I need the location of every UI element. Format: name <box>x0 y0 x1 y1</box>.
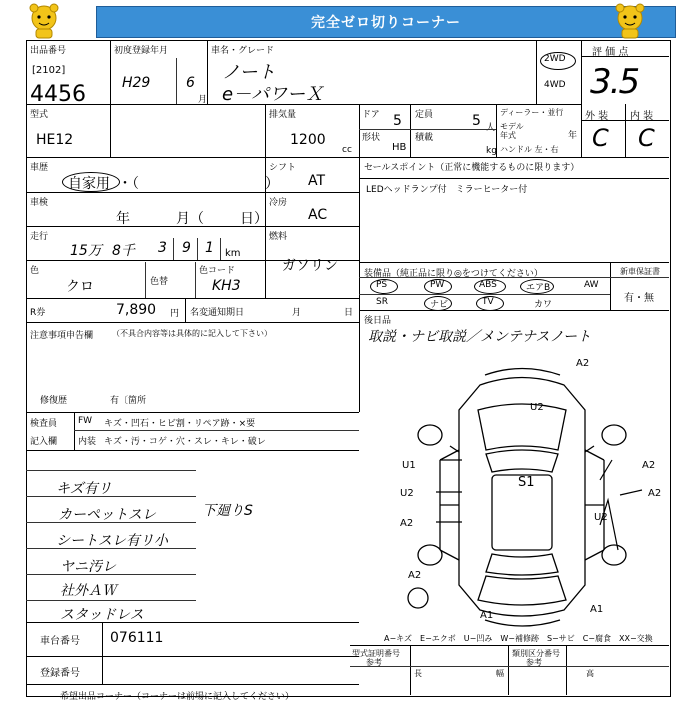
caution-label: 注意事項申告欄 <box>30 331 94 341</box>
car-grade: e－パワーＸ <box>222 84 324 105</box>
int-label: 内 装 <box>630 111 654 122</box>
fuel-label: 燃料 <box>269 232 288 242</box>
inspection-month: 月（ <box>176 211 204 227</box>
shape-value: HB <box>392 142 407 153</box>
width-label: 幅 <box>496 669 504 678</box>
load-label: 積載 <box>415 133 434 143</box>
damage-mark-7: A2 <box>642 460 656 471</box>
equip-leather: カワ <box>534 300 553 310</box>
displacement-value: 1200 <box>290 132 326 148</box>
corner-banner: 完全ゼロ切りコーナー <box>96 6 676 38</box>
equip-aw: AW <box>584 280 599 290</box>
color-code: KH3 <box>212 278 241 294</box>
equip-sr: SR <box>376 297 388 307</box>
remark-3: シートスレ有リ小 <box>56 533 168 549</box>
chassis-value: 076111 <box>110 630 164 646</box>
score-value: 3.5 <box>590 62 639 102</box>
lot-label: 出品番号 <box>30 46 67 56</box>
notice-month: 月 <box>292 308 302 318</box>
notice-day: 日 <box>344 308 354 318</box>
seller-corner: 希望出品コーナー（コーナーは前場に記入してください） <box>60 692 295 702</box>
caution-note: （不具合内容等は具体的に記入して下さい） <box>112 329 272 338</box>
warranty-value: 有・無 <box>624 293 654 304</box>
doors-value: 5 <box>393 113 402 129</box>
shift-value: AT <box>308 173 326 189</box>
shift-label: シフト <box>269 163 297 173</box>
color-label: 色 <box>30 266 40 276</box>
equip-navi: ナビ <box>430 300 449 310</box>
model-value: HE12 <box>36 132 74 148</box>
equip-airbag: エアB <box>526 283 551 293</box>
color-code-label: 色コード <box>199 266 236 276</box>
mileage-unit: km <box>225 248 241 259</box>
inspection-day: 日） <box>240 211 268 227</box>
fw-items: キズ・凹石・ヒビ割・リペア跡・×要 <box>104 419 256 429</box>
ac-label: 冷房 <box>269 198 288 208</box>
ext-value: C <box>592 124 609 152</box>
mileage-d1: 3 <box>158 240 167 256</box>
mascot-right-icon <box>610 2 650 40</box>
damage-mark-9: U2 <box>594 512 608 523</box>
displacement-unit: cc <box>342 145 352 155</box>
car-name-label: 車名・グレード <box>211 46 275 56</box>
remark-underbody: 下廻りS <box>202 503 253 519</box>
capacity-value: 5 <box>472 113 481 129</box>
damage-mark-6: S1 <box>518 475 535 490</box>
mileage-sen: 8千 <box>112 243 135 259</box>
history-label: 車歴 <box>30 163 49 173</box>
remark-2: カーペットスレ <box>58 507 156 523</box>
inspector-label: 検査員 <box>30 419 58 429</box>
interior-label: 内装 <box>78 437 97 447</box>
model-year-label1: モデル <box>500 122 524 131</box>
fuel-value: ガソリン <box>282 258 338 274</box>
inspection-year: 年 <box>116 211 130 227</box>
damage-mark-12: A1 <box>590 604 604 615</box>
remark-6: スタッドレス <box>60 607 144 623</box>
reg-number-label: 登録番号 <box>40 668 80 679</box>
shape-label: 形状 <box>362 133 381 143</box>
interior-items: キズ・汚・コゲ・穴・スレ・キレ・破レ <box>104 437 266 447</box>
car-damage-diagram <box>380 350 665 640</box>
damage-mark-3: U1 <box>402 460 416 471</box>
repair-value: 有〔箇所 <box>110 396 147 406</box>
damage-mark-2: U2 <box>530 402 544 413</box>
sales-point-text: LEDヘッドランプ付 ミラーヒーター付 <box>366 185 528 195</box>
equip-abs: ABS <box>479 280 497 290</box>
notice-label: 名変通知期日 <box>190 308 245 318</box>
ac-value: AC <box>308 207 328 223</box>
lot-prefix: [2102] <box>32 65 66 76</box>
first-reg-month: 6 <box>186 75 195 91</box>
recycle-unit: 円 <box>170 309 180 319</box>
mascot-left-icon <box>24 2 64 40</box>
remark-1: キズ有リ <box>56 481 112 497</box>
after-text: 取説・ナビ取説／メンテナスノート <box>368 329 592 345</box>
mileage-d2: 9 <box>182 240 191 256</box>
class-label: 類別区分番号 <box>512 649 560 658</box>
capacity-label: 定員 <box>415 110 434 120</box>
entry-label: 記入欄 <box>30 437 58 447</box>
handle-label: ハンドル 左・右 <box>500 145 559 154</box>
sales-point-label: セールスポイント（正常に機能するものに限ります） <box>364 163 580 173</box>
first-reg-label: 初度登録年月 <box>114 46 169 56</box>
capacity-unit: 人 <box>486 123 496 133</box>
mileage-man: 15万 <box>70 243 102 259</box>
repair-label: 修復歴 <box>40 396 68 406</box>
equipment-label: 装備品（純正品に限り◎をつけてください） <box>364 269 543 279</box>
remark-5: 社外ＡＷ <box>60 583 116 599</box>
int-value: C <box>638 124 655 152</box>
mileage-label: 走行 <box>30 232 49 242</box>
car-name: ノート <box>222 62 276 83</box>
score-label: 評 価 点 <box>592 47 629 58</box>
chassis-label: 車台番号 <box>40 636 80 647</box>
model-year-unit: 年 <box>568 131 578 141</box>
drive-4wd: 4WD <box>544 80 566 90</box>
first-reg-month-unit: 月 <box>198 95 208 105</box>
color-change-label: 色替 <box>150 277 169 287</box>
ref-label-1: 参考 <box>366 658 382 667</box>
history-value: 自家用 <box>68 176 110 192</box>
damage-mark-4: U2 <box>400 488 414 499</box>
damage-legend: A−キズ E−エクボ U−凹み W−補修跡 S−サビ C−腐食 XX−交換 <box>384 634 653 643</box>
doors-label: ドア <box>362 110 380 120</box>
damage-mark-10: A2 <box>408 570 422 581</box>
lot-number: 4456 <box>30 82 86 107</box>
recycle-value: 7,890 <box>116 302 157 318</box>
inspection-label: 車検 <box>30 198 49 208</box>
length-label: 長 <box>414 669 422 678</box>
model-year-label2: 年式 <box>500 131 516 140</box>
drive-2wd: 2WD <box>544 54 566 64</box>
damage-mark-1: A2 <box>576 358 590 369</box>
fw-label: FW <box>78 416 93 426</box>
dealer-label: ディーラー・並行 <box>500 108 564 117</box>
mileage-d3: 1 <box>205 240 214 256</box>
remark-4: ヤニ汚レ <box>60 559 116 575</box>
damage-mark-11: A1 <box>480 610 494 621</box>
ext-label: 外 装 <box>585 111 609 122</box>
history-rest: ・（ ） <box>118 176 279 192</box>
warranty-label: 新車保証書 <box>620 267 660 276</box>
equip-ps: PS <box>376 280 388 290</box>
height-label: 高 <box>586 669 594 678</box>
color-value: クロ <box>66 279 94 295</box>
load-unit: kg <box>486 146 497 156</box>
type-cert-label: 型式証明番号 <box>352 649 400 658</box>
equip-tv: TV <box>482 297 494 307</box>
model-label: 型式 <box>30 110 49 120</box>
damage-mark-8: A2 <box>648 488 662 499</box>
after-label: 後日品 <box>364 316 392 326</box>
first-reg-year: H29 <box>122 75 151 91</box>
damage-mark-5: A2 <box>400 518 414 529</box>
displacement-label: 排気量 <box>269 110 297 120</box>
recycle-label: R券 <box>30 308 46 318</box>
ref-label-2: 参考 <box>526 658 542 667</box>
equip-pw: PW <box>430 280 445 290</box>
